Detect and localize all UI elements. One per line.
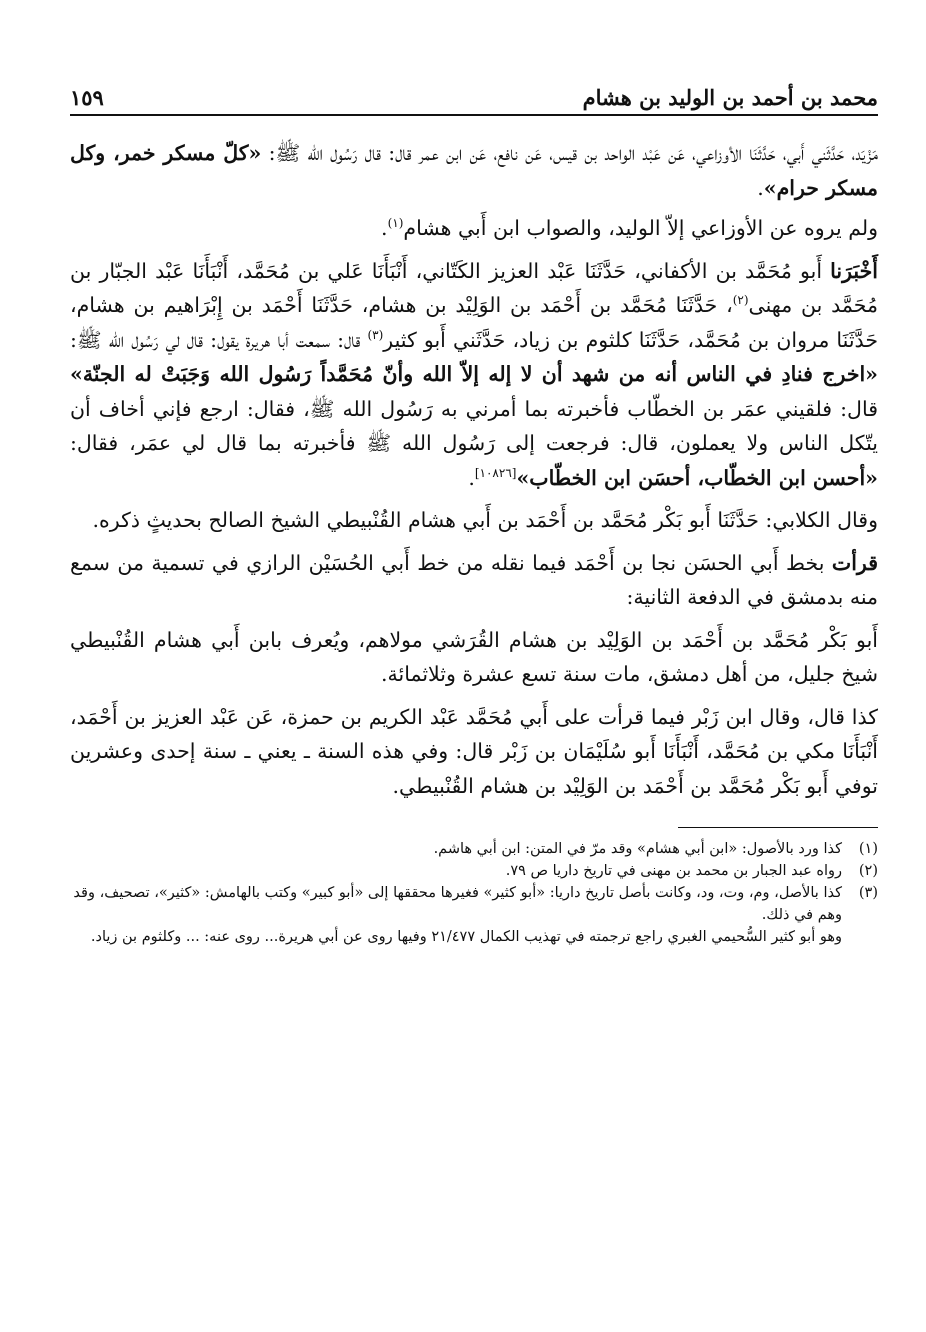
- footnote-number: (١): [858, 841, 878, 857]
- footnote-text: كذا بالأصل، وم، وت، ود، وكانت بأصل تاريخ داريا: «أبو كثير» فغيرها محققها إلى «أبو كبير» وكتب بالهامش: «كثير»، تصحيف، وقد وهم في ذلك.: [73, 885, 842, 923]
- text-run: مَزْيَد، حَدَّثَني أَبي، حَدَّثَنَا الأوزاعي، عَن عَبْد الواحد بن قيس، عَن نافع، عَن ابن عمر قال: قال رَسُول الله ﷺ:: [261, 141, 878, 165]
- hadith-quote: «كلّ مسكر خمر، وكل مسكر حرام»: [70, 141, 878, 200]
- footnote-marker: (٢): [732, 293, 749, 308]
- text-run: .: [468, 465, 475, 490]
- main-text: [70, 136, 878, 803]
- paragraph-3: [70, 254, 878, 496]
- paragraph-4: وقال الكلابي: حَدَّثَنَا أَبو بَكْر مُحَمَّد بن أَحْمَد بن أَبي هشام القُنْبيطي الشيخ الصالح بحديثٍ ذكره.: [92, 508, 878, 532]
- hadith-number: [١٠٨٢٦]: [474, 465, 517, 480]
- footnote-1: [70, 838, 878, 860]
- page-number: ١٥٩: [70, 85, 104, 110]
- text-run: أَبو مُحَمَّد بن الأكفاني، حَدَّثَنَا عَبْد العزيز الكَتّاني، أَنْبَأَنَا عَلي بن مُحَمَّد، أَنْبَأَنَا عَبْد الجبّار بن مُحَمَّد بن مهنى: [70, 258, 878, 317]
- footnote-rule: [678, 827, 878, 828]
- footnote-3-continuation: وهو أبو كثير السُّحيمي الغبري راجع ترجمته في تهذيب الكمال ٢١/٤٧٧ وفيها روى عن أبي هريرة... روى عنه: ... وكلثوم بن زياد.: [90, 929, 842, 945]
- book-page: [70, 78, 878, 948]
- hadith-quote: «أحسن ابن الخطّاب، أحسَن ابن الخطّاب»: [516, 465, 878, 490]
- text-run: .: [757, 175, 764, 200]
- paragraph-5: [70, 546, 878, 615]
- text-run: قال: فلقيني عمَر بن الخطّاب فأخبرته بما أمرني به رَسُول الله ﷺ، فقال: ارجع فإني أخاف أن يتّكل الناس ولا يعملون، قال: فرجعت إلى رَسُول الله ﷺ فأخبرته بما قال لي عمَر، فقال:: [70, 396, 878, 455]
- paragraph-6: أَبو بَكْر مُحَمَّد بن أَحْمَد بن الوَلِيْد بن هشام القُرَشي مولاهم، ويُعرف بابن أَبي هشام القُنْبيطي شيخ جليل، من أهل دمشق، مات سنة تسع عشرة وثلاثمائة.: [70, 627, 878, 686]
- footnote-number: (٢): [858, 863, 878, 879]
- header-rule: [70, 114, 878, 116]
- hadith-quote: «اخرج فنادِ في الناس أنه من شهد أن لا إله إلاّ الله وأنّ مُحَمَّداً رَسُول الله وَجَبَتْ له الجنّة»: [70, 362, 878, 386]
- text-run: ، حَدَّثَنَا مُحَمَّد بن أَحْمَد بن الوَلِيْد بن هشام، حَدَّثَنَا أَحْمَد بن إِبْرَاهيم بن هشام، حَدَّثَنَا مروان بن مُحَمَّد، حَدَّثَنَا كلثوم بن زياد، حَدَّثَني أَبو كثير: [70, 293, 878, 352]
- footnote-2: [70, 860, 878, 882]
- footnote-3: [70, 882, 878, 926]
- text-run: بخط أَبي الحسَن نجا بن أَحْمَد فيما نقله من خط أَبي الحُسَيْن الرازي في تسمية من سمع منه بدمشق في الدفعة الثانية:: [70, 550, 878, 609]
- footnotes: [70, 838, 878, 948]
- page-header: [70, 78, 878, 110]
- footnote-marker: (٣): [367, 327, 384, 342]
- paragraph-1: [70, 136, 878, 205]
- footnote-text: رواه عبد الجبار بن محمد بن مهنى في تاريخ داريا ص ٧٩.: [505, 863, 842, 879]
- paragraph-2: [70, 211, 878, 246]
- footnote-marker: (١): [387, 216, 404, 231]
- text-run: .: [381, 216, 388, 240]
- lead-word: أَخْبَرَنا: [830, 258, 878, 283]
- paragraph-7: كذا قال، وقال ابن زَبْر فيما قرأت على أَبي مُحَمَّد عَبْد الكريم بن حمزة، عَن عَبْد العزيز بن أَحْمَد، أَنْبَأَنَا مكي بن مُحَمَّد، أَنْبَأَنَا أَبو سُلَيْمَان بن زَبْر قال: وفي هذه السنة ـ يعني ـ سنة إحدى وعشرين توفي أَبو بَكْر مُحَمَّد بن أَحْمَد بن الوَلِيْد بن هشام القُنْبيطي.: [70, 704, 878, 798]
- running-title: محمد بن أحمد بن الوليد بن هشام: [582, 85, 878, 110]
- text-run: قال: سمعت أبا هريرة يقول: قال لي رَسُول الله ﷺ:: [70, 327, 368, 352]
- footnote-text: كذا ورد بالأصول: «ابن أبي هشام» وقد مرّ في المتن: ابن أبي هاشم.: [433, 841, 842, 857]
- text-run: ولم يروه عن الأوزاعي إلاّ الوليد، والصواب ابن أَبي هشام: [403, 216, 878, 240]
- lead-word: قرأت: [831, 550, 878, 575]
- footnote-number: (٣): [858, 885, 878, 901]
